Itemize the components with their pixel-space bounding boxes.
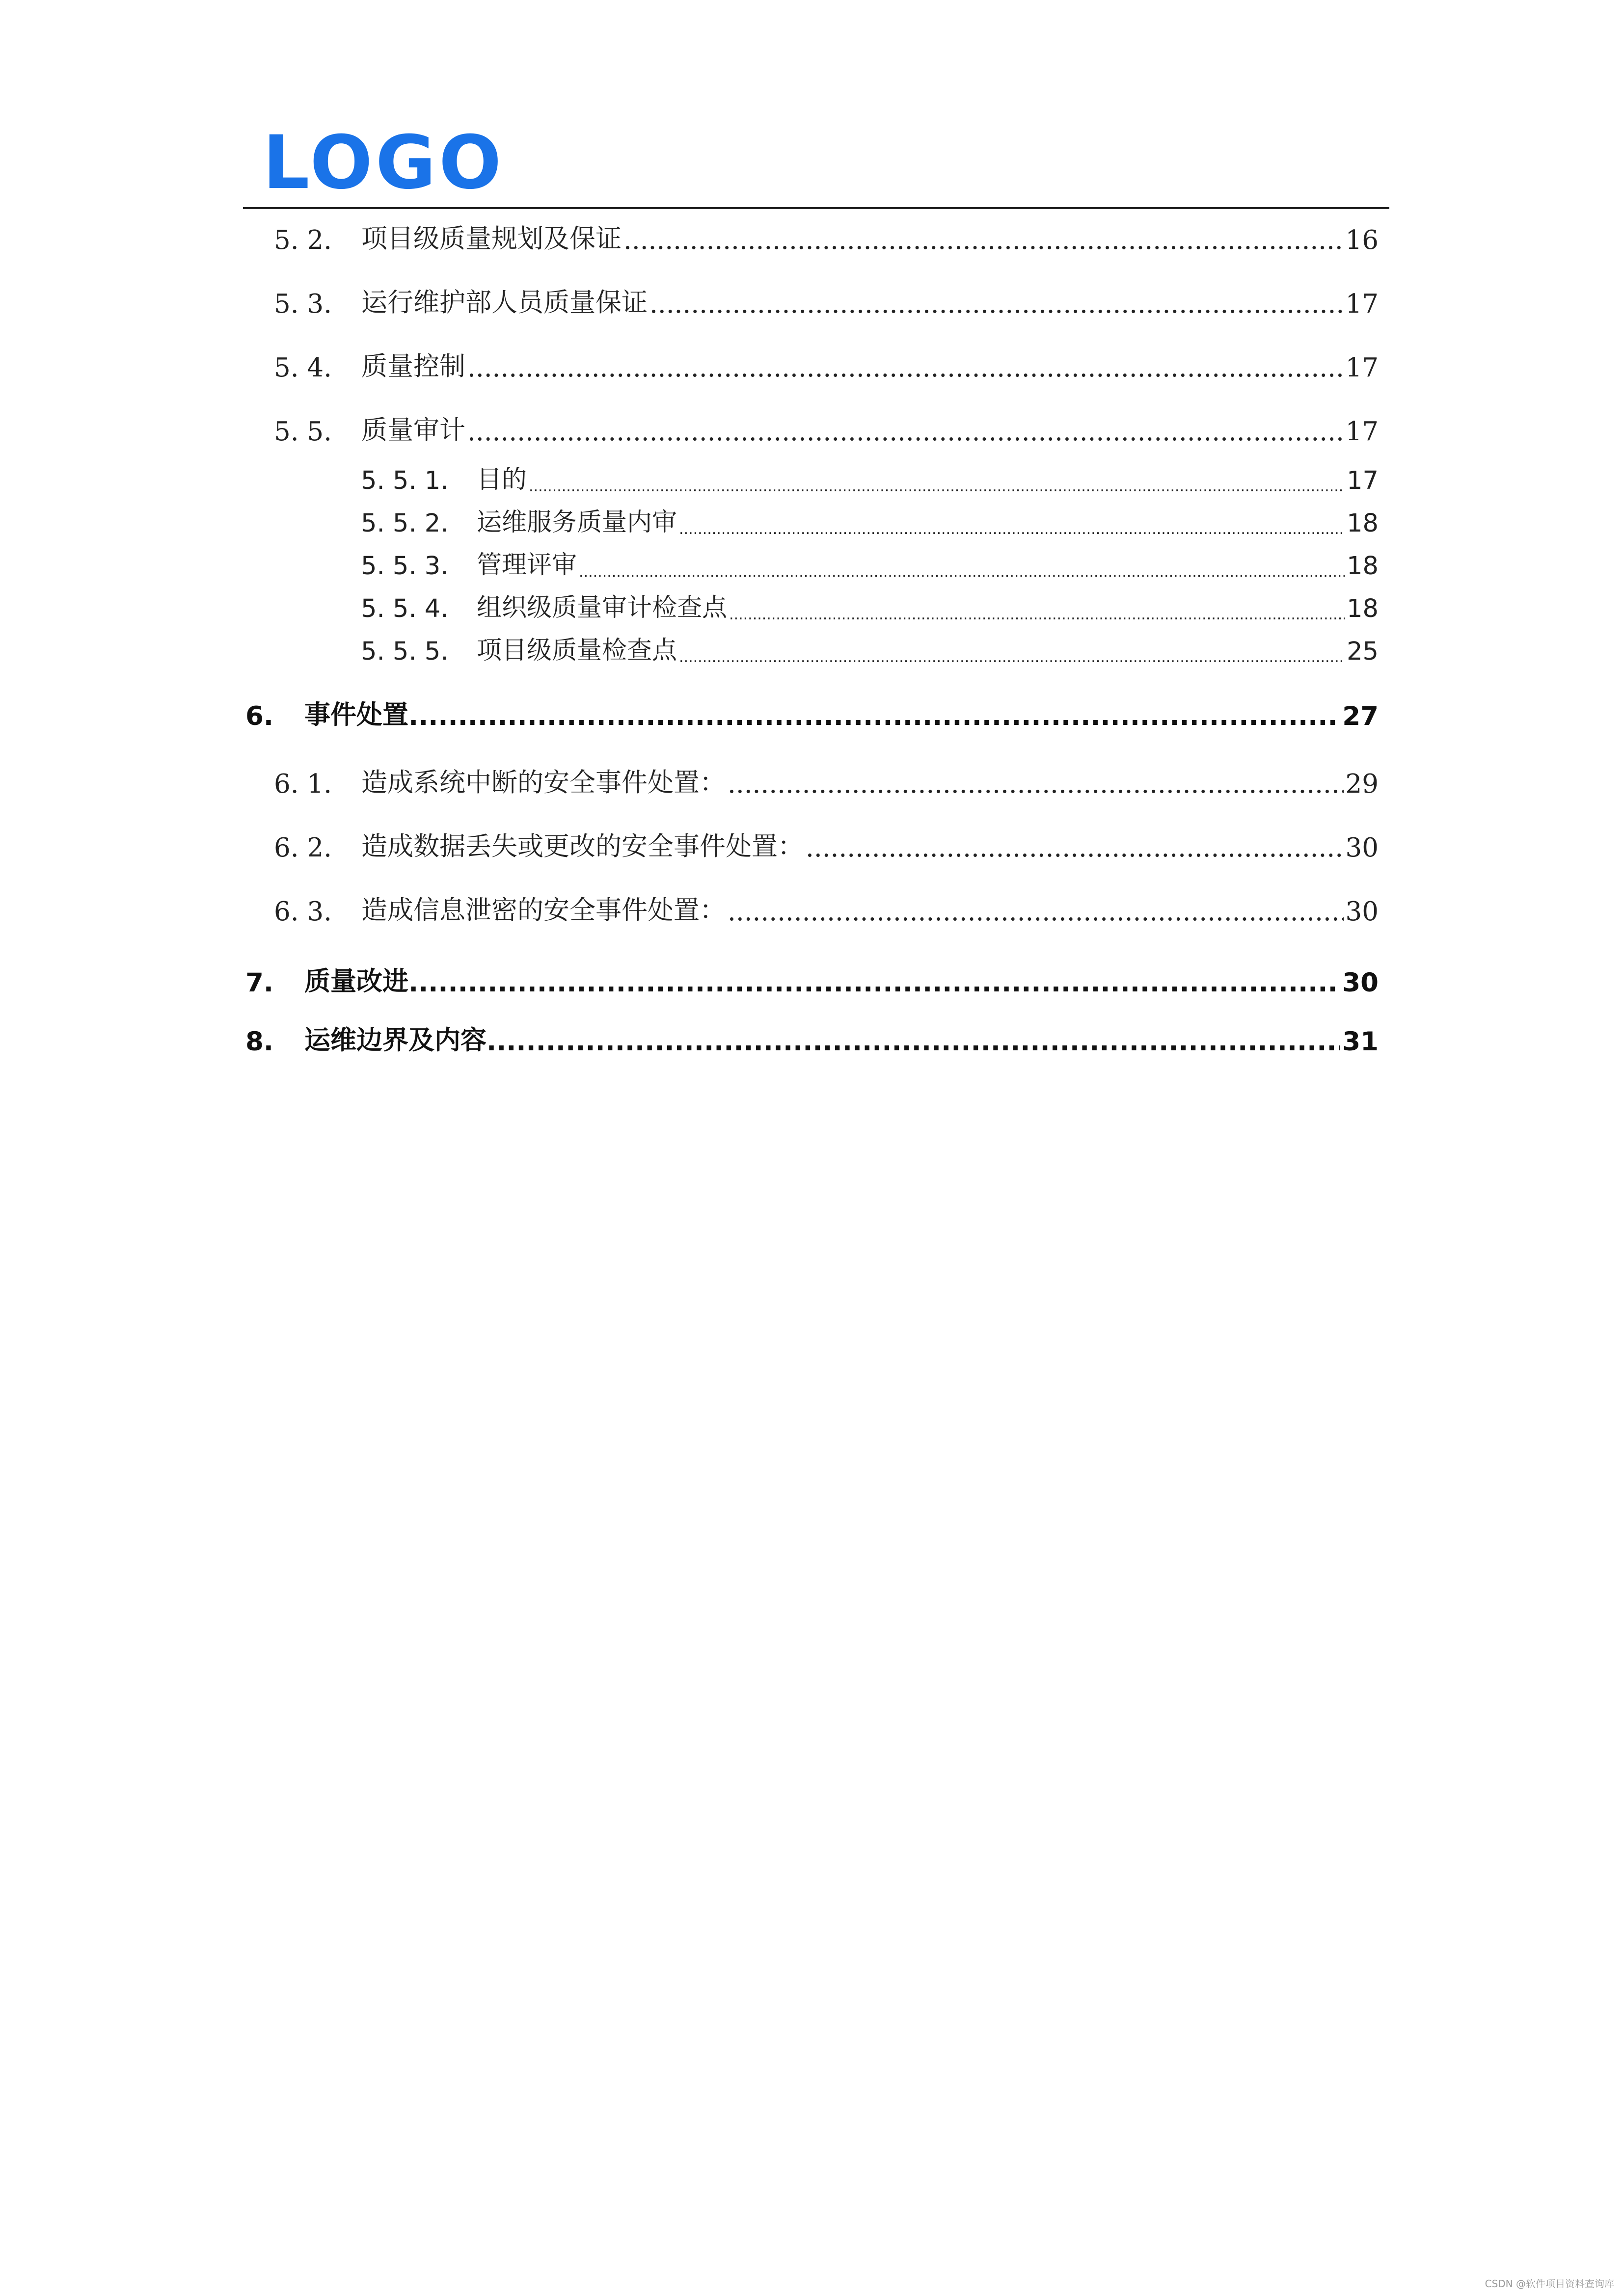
toc-title: 造成数据丢失或更改的安全事件处置：: [361, 831, 804, 861]
toc-entry[interactable]: [274, 221, 1379, 255]
toc-number: 5. 5. 1.: [361, 466, 449, 495]
toc-leader: [679, 649, 1345, 666]
toc-title: 运维边界及内容: [304, 1025, 487, 1055]
toc-title: 事件处置: [304, 700, 408, 730]
toc-page-number: 16: [1345, 225, 1379, 255]
toc-entry[interactable]: [361, 634, 1379, 666]
toc-page-number: 18: [1347, 552, 1379, 581]
toc-number: 5. 2.: [274, 225, 332, 255]
toc-page-number: 30: [1345, 897, 1379, 927]
toc-page-number: 18: [1347, 594, 1379, 623]
toc-entry[interactable]: [361, 506, 1379, 538]
toc-title: 运维服务质量内审: [477, 508, 677, 537]
toc-title: 组织级质量审计检查点: [477, 593, 728, 622]
toc-leader: [529, 478, 1345, 495]
toc-title: 管理评审: [477, 551, 577, 580]
toc-page-number: 17: [1345, 353, 1379, 383]
toc-entry[interactable]: [274, 828, 1379, 863]
toc-entry[interactable]: [274, 892, 1379, 927]
toc-leader: [623, 225, 1344, 255]
toc-leader: [408, 968, 1340, 998]
toc-entry[interactable]: [361, 591, 1379, 623]
toc-number: 5. 5. 4.: [361, 594, 449, 623]
toc-entry[interactable]: [274, 285, 1379, 319]
toc-leader: [729, 606, 1345, 623]
toc-leader: [728, 769, 1344, 799]
toc-title: 项目级质量规划及保证: [361, 224, 622, 254]
toc-number: 5. 4.: [274, 353, 332, 383]
toc-title: 运行维护部人员质量保证: [361, 288, 648, 318]
toc-page-number: 17: [1345, 417, 1379, 447]
toc-page-number: 17: [1345, 289, 1379, 319]
toc-number: 5. 5. 2.: [361, 509, 449, 538]
toc-leader: [408, 701, 1340, 731]
toc-page-number: 29: [1345, 769, 1379, 799]
toc-page-number: 30: [1342, 968, 1379, 998]
toc-leader: [467, 353, 1344, 383]
toc-title: 质量审计: [361, 415, 465, 445]
toc-page-number: 18: [1347, 509, 1379, 538]
toc-entry[interactable]: [274, 348, 1379, 383]
toc-leader: [806, 833, 1344, 863]
toc-leader: [728, 897, 1344, 927]
toc-page-number: 31: [1342, 1027, 1379, 1057]
toc-leader: [487, 1027, 1340, 1057]
toc-number: 5. 5. 3.: [361, 552, 449, 581]
toc-title: 项目级质量检查点: [477, 636, 677, 665]
logo: LOGO: [263, 120, 505, 206]
toc-entry[interactable]: [245, 697, 1379, 731]
toc-page-number: 25: [1347, 637, 1379, 666]
toc-number: 8.: [245, 1027, 274, 1057]
toc-entry[interactable]: [245, 963, 1379, 998]
toc-number: 7.: [245, 968, 274, 998]
toc-leader: [467, 417, 1344, 447]
toc-number: 5. 5.: [274, 417, 332, 447]
toc-title: 目的: [477, 465, 527, 494]
toc-page-number: 17: [1347, 466, 1379, 495]
toc-title: 造成信息泄密的安全事件处置：: [361, 895, 726, 925]
toc-number: 6. 2.: [274, 833, 332, 863]
toc-entry[interactable]: [274, 765, 1379, 799]
toc-entry[interactable]: [274, 412, 1379, 447]
toc-leader: [650, 289, 1344, 319]
toc-title: 质量控制: [361, 351, 465, 381]
toc-entry[interactable]: [245, 1022, 1379, 1057]
toc-page-number: 30: [1345, 833, 1379, 863]
toc-leader: [679, 521, 1345, 538]
toc-entry[interactable]: [361, 548, 1379, 581]
toc-number: 5. 5. 5.: [361, 637, 449, 666]
toc-title: 造成系统中断的安全事件处置：: [361, 768, 726, 798]
toc-title: 质量改进: [304, 966, 408, 996]
toc-leader: [579, 563, 1345, 581]
toc-number: 6.: [245, 701, 274, 731]
watermark: CSDN @软件项目资料查询库: [1485, 2278, 1614, 2290]
toc-number: 6. 1.: [274, 769, 332, 799]
toc-number: 6. 3.: [274, 897, 332, 927]
toc-page-number: 27: [1342, 701, 1379, 731]
toc-entry[interactable]: [361, 463, 1379, 495]
toc-number: 5. 3.: [274, 289, 332, 319]
